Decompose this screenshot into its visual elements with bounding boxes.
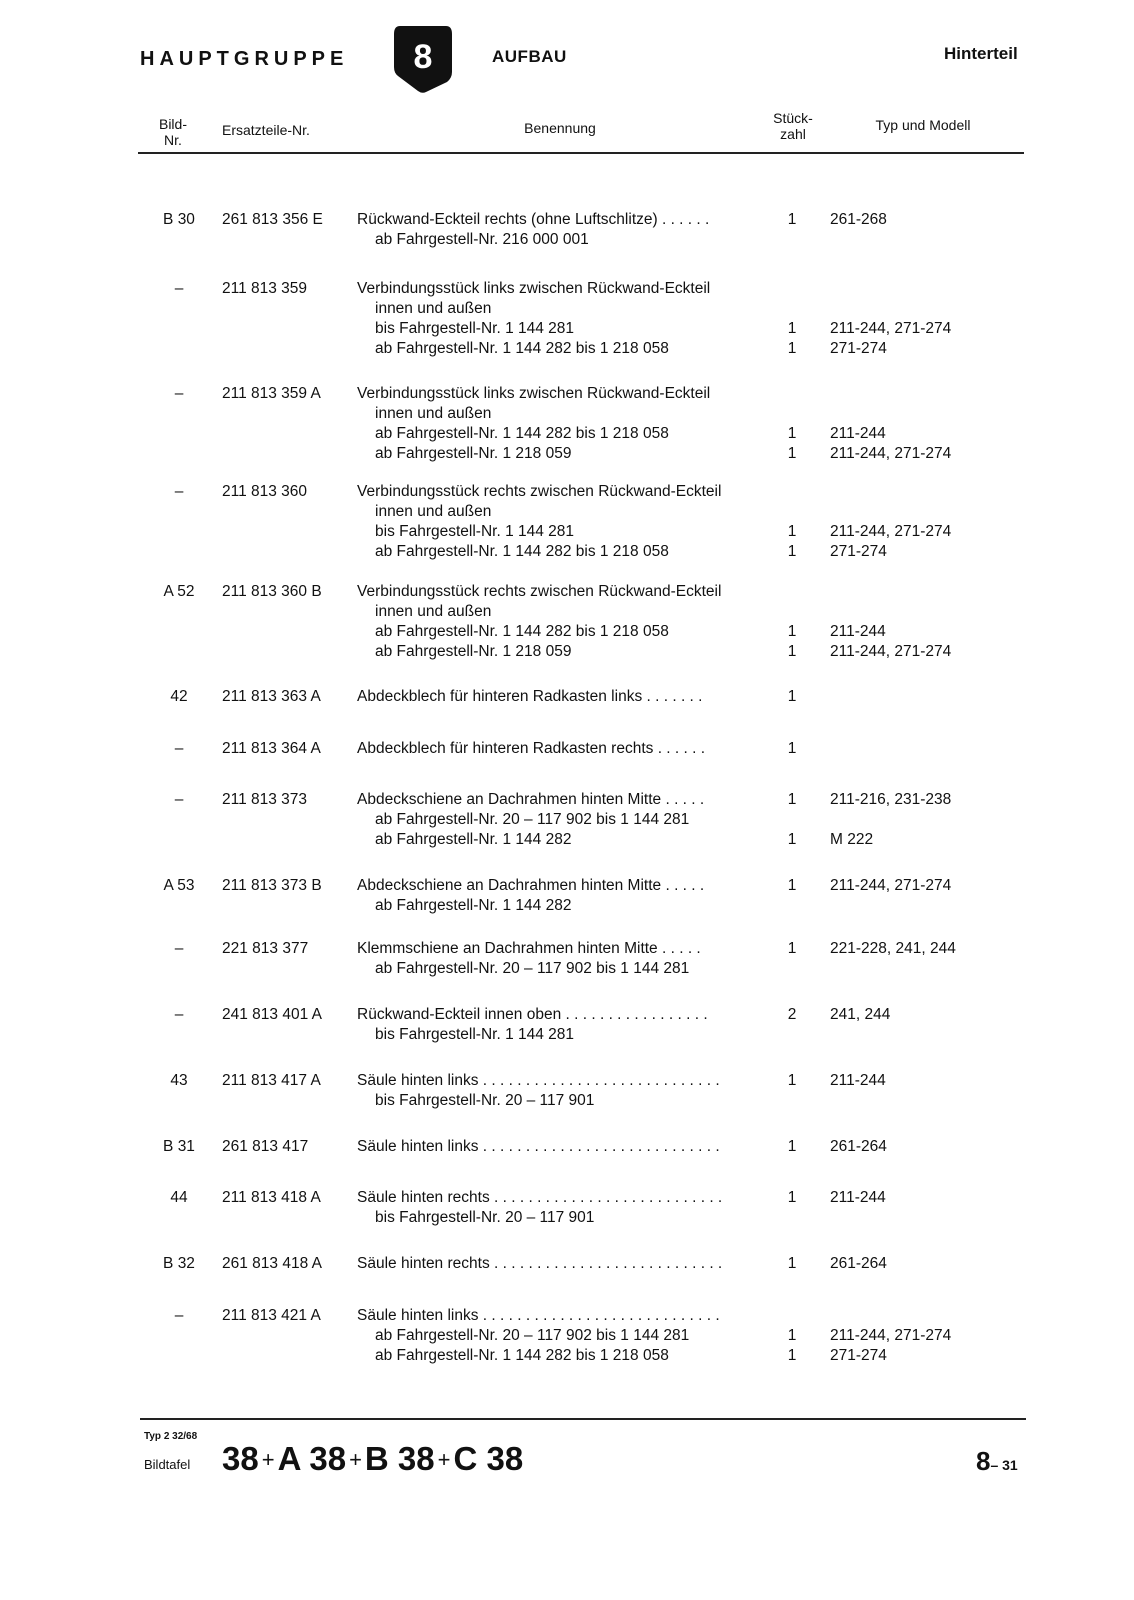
quantity-value: 1 <box>787 425 797 442</box>
description-line: Rückwand-Eckteil rechts (ohne Luftschlitze) . . . . . . <box>357 211 710 228</box>
subsection-title: Hinterteil <box>944 44 1018 63</box>
quantity <box>770 876 814 916</box>
description-line: Abdeckblech für hinteren Radkasten rechts . . . . . . <box>357 740 706 757</box>
type-model <box>830 1254 1030 1274</box>
description <box>357 1254 757 1274</box>
description-line: Säule hinten links . . . . . . . . . . . . . . . . . . . . . . . . . . . . <box>357 1072 720 1089</box>
bild-nr: – <box>174 280 184 297</box>
type-model-value: 221-228, 241, 244 <box>830 940 956 957</box>
quantity-value: 1 <box>787 688 797 705</box>
quantity-value <box>770 482 814 502</box>
description-line: Säule hinten links . . . . . . . . . . . . . . . . . . . . . . . . . . . . <box>357 1138 720 1155</box>
type-model-value: 211-244, 271-274 <box>830 1327 952 1344</box>
description-line: ab Fahrgestell-Nr. 1 144 282 bis 1 218 058 <box>375 425 669 442</box>
part-number: 211 813 359 <box>222 280 308 297</box>
quantity-value <box>770 896 814 916</box>
quantity-value <box>770 384 814 404</box>
description <box>357 939 757 979</box>
description-line: Abdeckblech für hinteren Radkasten links . . . . . . . <box>357 688 703 705</box>
part-number: 261 813 356 E <box>222 211 323 228</box>
quantity-value: 1 <box>787 445 797 462</box>
type-model-value <box>830 299 1030 319</box>
quantity <box>770 384 814 464</box>
quantity <box>770 1188 814 1228</box>
description <box>357 1306 757 1366</box>
description <box>357 876 757 916</box>
type-model <box>830 279 1030 359</box>
type-model-value <box>830 1091 1030 1111</box>
plate-ref: C 38 <box>453 1440 524 1477</box>
description-line: ab Fahrgestell-Nr. 1 144 282 bis 1 218 058 <box>375 543 669 560</box>
bild-nr: 42 <box>170 688 188 705</box>
description-line: Säule hinten links . . . . . . . . . . . . . . . . . . . . . . . . . . . . <box>357 1307 720 1324</box>
type-model-value: 211-244, 271-274 <box>830 445 952 462</box>
type-model-value: 271-274 <box>830 1347 887 1364</box>
quantity <box>770 1071 814 1111</box>
quantity <box>770 1254 814 1274</box>
type-model-value: 211-244, 271-274 <box>830 320 952 337</box>
type-model-value <box>830 687 1030 707</box>
quantity-value <box>770 279 814 299</box>
plus-sign: + <box>261 1447 275 1472</box>
description <box>357 739 757 759</box>
type-model-value: 211-244, 271-274 <box>830 877 952 894</box>
type-model-value <box>830 810 1030 830</box>
description-line: Klemmschiene an Dachrahmen hinten Mitte . . . . . <box>357 940 701 957</box>
description-line: innen und außen <box>375 405 492 422</box>
type-model-value <box>830 582 1030 602</box>
quantity-value <box>770 1091 814 1111</box>
part-number: 211 813 421 A <box>222 1307 321 1324</box>
description <box>357 279 757 359</box>
page-number: 8– 31 <box>976 1446 1018 1476</box>
col-header-qty: Stück- zahl <box>773 110 813 142</box>
quantity-value <box>770 502 814 522</box>
description-line: innen und außen <box>375 603 492 620</box>
plus-sign: + <box>349 1447 362 1472</box>
description <box>357 1137 757 1157</box>
quantity <box>770 790 814 850</box>
part-number: 211 813 363 A <box>222 688 321 705</box>
description-line: innen und außen <box>375 300 492 317</box>
part-number: 211 813 373 B <box>222 877 322 894</box>
description-line: Rückwand-Eckteil innen oben . . . . . . . . . . . . . . . . . <box>357 1006 708 1023</box>
part-number: 211 813 418 A <box>222 1189 321 1206</box>
description <box>357 790 757 850</box>
quantity-value <box>770 1025 814 1045</box>
description <box>357 687 757 707</box>
footer-rule <box>140 1418 1026 1420</box>
type-model-value: 261-264 <box>830 1255 887 1272</box>
quantity-value: 1 <box>787 340 797 357</box>
part-number: 221 813 377 <box>222 940 309 957</box>
plate-ref: B 38 <box>364 1440 435 1477</box>
quantity <box>770 739 814 759</box>
type-model-value <box>830 404 1030 424</box>
type-model-value: 211-244 <box>830 425 886 442</box>
part-number: 261 813 417 <box>222 1138 309 1155</box>
type-model <box>830 739 1030 759</box>
type-model <box>830 1005 1030 1045</box>
description-line: Säule hinten rechts . . . . . . . . . . . . . . . . . . . . . . . . . . . <box>357 1255 723 1272</box>
description-line: innen und außen <box>375 503 492 520</box>
description-line: bis Fahrgestell-Nr. 1 144 281 <box>375 1026 575 1043</box>
description-line: ab Fahrgestell-Nr. 1 218 059 <box>375 445 572 462</box>
part-number: 211 813 360 B <box>222 583 322 600</box>
bild-nr: – <box>174 1307 184 1324</box>
plate-ref: 38 <box>222 1440 259 1477</box>
col-header-part-no: Ersatzteile-Nr. <box>222 122 310 138</box>
quantity-value <box>770 602 814 622</box>
type-model <box>830 384 1030 464</box>
type-model <box>830 582 1030 662</box>
type-model <box>830 790 1030 850</box>
part-number: 211 813 360 <box>222 483 308 500</box>
type-model-value: 211-244 <box>830 623 886 640</box>
description-line: Verbindungsstück rechts zwischen Rückwand-Eckteil <box>357 483 722 500</box>
bild-nr: A 53 <box>163 877 195 894</box>
quantity-value: 1 <box>787 543 797 560</box>
bild-nr: 43 <box>170 1072 188 1089</box>
description-line: Verbindungsstück links zwischen Rückwand-Eckteil <box>357 280 711 297</box>
quantity-value: 1 <box>787 320 797 337</box>
part-number: 241 813 401 A <box>222 1006 322 1023</box>
group-label: HAUPTGRUPPE <box>140 48 349 70</box>
quantity-value <box>770 1208 814 1228</box>
quantity-value: 1 <box>787 791 797 808</box>
quantity-value: 1 <box>787 643 797 660</box>
type-model <box>830 1188 1030 1228</box>
bild-nr: B 30 <box>163 211 195 228</box>
quantity-value: 1 <box>787 211 797 228</box>
type-model-value: 211-216, 231-238 <box>830 791 952 808</box>
bild-nr: B 32 <box>163 1255 195 1272</box>
description-line: ab Fahrgestell-Nr. 1 144 282 bis 1 218 058 <box>375 1347 669 1364</box>
description <box>357 1005 757 1045</box>
bild-nr: – <box>174 1006 184 1023</box>
plus-sign: + <box>437 1447 451 1472</box>
description-line: Abdeckschiene an Dachrahmen hinten Mitte . . . . . <box>357 877 705 894</box>
part-number: 211 813 417 A <box>222 1072 321 1089</box>
description-line: ab Fahrgestell-Nr. 1 218 059 <box>375 643 572 660</box>
bild-nr: – <box>174 483 184 500</box>
group-number: 8 <box>413 38 433 76</box>
quantity-value <box>770 959 814 979</box>
type-model-value: M 222 <box>830 831 874 848</box>
description-line: bis Fahrgestell-Nr. 1 144 281 <box>375 320 575 337</box>
description <box>357 1071 757 1111</box>
quantity <box>770 1005 814 1045</box>
description-line: ab Fahrgestell-Nr. 20 – 117 902 bis 1 144 281 <box>375 1327 690 1344</box>
type-model-value: 271-274 <box>830 543 887 560</box>
bild-nr: – <box>174 740 184 757</box>
description-line: bis Fahrgestell-Nr. 1 144 281 <box>375 523 575 540</box>
description <box>357 482 757 562</box>
bild-nr: – <box>174 791 184 808</box>
type-model-value <box>830 1208 1030 1228</box>
type-model-value <box>830 502 1030 522</box>
description <box>357 210 757 250</box>
quantity <box>770 210 814 250</box>
type-model <box>830 876 1030 916</box>
quantity-value: 1 <box>787 1138 797 1155</box>
section-title: AUFBAU <box>492 47 567 66</box>
quantity <box>770 582 814 662</box>
quantity-value: 1 <box>787 523 797 540</box>
col-header-type-model: Typ und Modell <box>875 117 971 133</box>
quantity-value: 1 <box>787 1327 797 1344</box>
type-model <box>830 1306 1030 1366</box>
type-model-value: 261-268 <box>830 211 887 228</box>
description <box>357 1188 757 1228</box>
type-model <box>830 1071 1030 1111</box>
bild-nr: A 52 <box>163 583 195 600</box>
type-model-value <box>830 739 1030 759</box>
description-line: bis Fahrgestell-Nr. 20 – 117 901 <box>375 1092 595 1109</box>
description-line: ab Fahrgestell-Nr. 20 – 117 902 bis 1 144 281 <box>375 960 690 977</box>
quantity-value <box>770 810 814 830</box>
type-model <box>830 939 1030 979</box>
bild-nr: – <box>174 385 184 402</box>
type-model-value <box>830 482 1030 502</box>
type-model-value: 211-244 <box>830 1072 886 1089</box>
type-model-value: 271-274 <box>830 340 887 357</box>
quantity <box>770 1137 814 1157</box>
description-line: Abdeckschiene an Dachrahmen hinten Mitte . . . . . <box>357 791 705 808</box>
part-number: 211 813 364 A <box>222 740 321 757</box>
description-line: Verbindungsstück rechts zwischen Rückwand-Eckteil <box>357 583 722 600</box>
bild-nr: 44 <box>170 1189 188 1206</box>
col-header-bild: Bild- Nr. <box>158 116 187 148</box>
bild-nr: B 31 <box>163 1138 195 1155</box>
quantity-value: 1 <box>787 1255 797 1272</box>
quantity-value <box>770 582 814 602</box>
quantity-value: 1 <box>787 740 797 757</box>
description-line: ab Fahrgestell-Nr. 20 – 117 902 bis 1 144 281 <box>375 811 690 828</box>
part-number: 211 813 359 A <box>222 385 321 402</box>
header-rule <box>138 152 1024 154</box>
type-model <box>830 1137 1030 1157</box>
quantity <box>770 687 814 707</box>
description-line: Säule hinten rechts . . . . . . . . . . . . . . . . . . . . . . . . . . . <box>357 1189 723 1206</box>
part-number: 261 813 418 A <box>222 1255 322 1272</box>
type-model-value <box>830 384 1030 404</box>
quantity-value: 1 <box>787 1189 797 1206</box>
quantity <box>770 482 814 562</box>
part-number: 211 813 373 <box>222 791 308 808</box>
type-model-value: 211-244, 271-274 <box>830 523 952 540</box>
quantity <box>770 1306 814 1366</box>
quantity-value: 2 <box>787 1006 797 1023</box>
type-model-value: 261-264 <box>830 1138 887 1155</box>
type-model-value: 211-244, 271-274 <box>830 643 952 660</box>
description <box>357 384 757 464</box>
description <box>357 582 757 662</box>
type-model <box>830 687 1030 707</box>
type-model-value <box>830 959 1030 979</box>
typ-label: Typ 2 32/68 <box>144 1431 198 1442</box>
type-model <box>830 482 1030 562</box>
bildtafel-label: Bildtafel <box>144 1457 191 1472</box>
bild-nr: – <box>174 940 184 957</box>
quantity-value <box>770 404 814 424</box>
type-model-value <box>830 896 1030 916</box>
type-model <box>830 210 1030 250</box>
plate-references <box>222 1440 523 1478</box>
quantity-value: 1 <box>787 1347 797 1364</box>
quantity-value <box>770 230 814 250</box>
quantity-value <box>770 1306 814 1326</box>
type-model-value <box>830 1025 1030 1045</box>
quantity-value: 1 <box>787 877 797 894</box>
description-line: ab Fahrgestell-Nr. 1 144 282 <box>375 831 572 848</box>
description-line: bis Fahrgestell-Nr. 20 – 117 901 <box>375 1209 595 1226</box>
quantity-value <box>770 299 814 319</box>
description-line: ab Fahrgestell-Nr. 216 000 001 <box>375 231 589 248</box>
quantity <box>770 939 814 979</box>
quantity-value: 1 <box>787 1072 797 1089</box>
description-line: ab Fahrgestell-Nr. 1 144 282 bis 1 218 058 <box>375 623 669 640</box>
type-model-value <box>830 1306 1030 1326</box>
group-number-badge <box>392 22 454 94</box>
type-model-value <box>830 602 1030 622</box>
description-line: Verbindungsstück links zwischen Rückwand-Eckteil <box>357 385 711 402</box>
type-model-value: 211-244 <box>830 1189 886 1206</box>
quantity-value: 1 <box>787 940 797 957</box>
quantity-value: 1 <box>787 831 797 848</box>
quantity-value: 1 <box>787 623 797 640</box>
quantity <box>770 279 814 359</box>
description-line: ab Fahrgestell-Nr. 1 144 282 <box>375 897 572 914</box>
plate-ref: A 38 <box>277 1440 347 1477</box>
description-line: ab Fahrgestell-Nr. 1 144 282 bis 1 218 058 <box>375 340 669 357</box>
type-model-value <box>830 279 1030 299</box>
type-model-value: 241, 244 <box>830 1006 891 1023</box>
col-header-description: Benennung <box>524 120 596 136</box>
type-model-value <box>830 230 1030 250</box>
